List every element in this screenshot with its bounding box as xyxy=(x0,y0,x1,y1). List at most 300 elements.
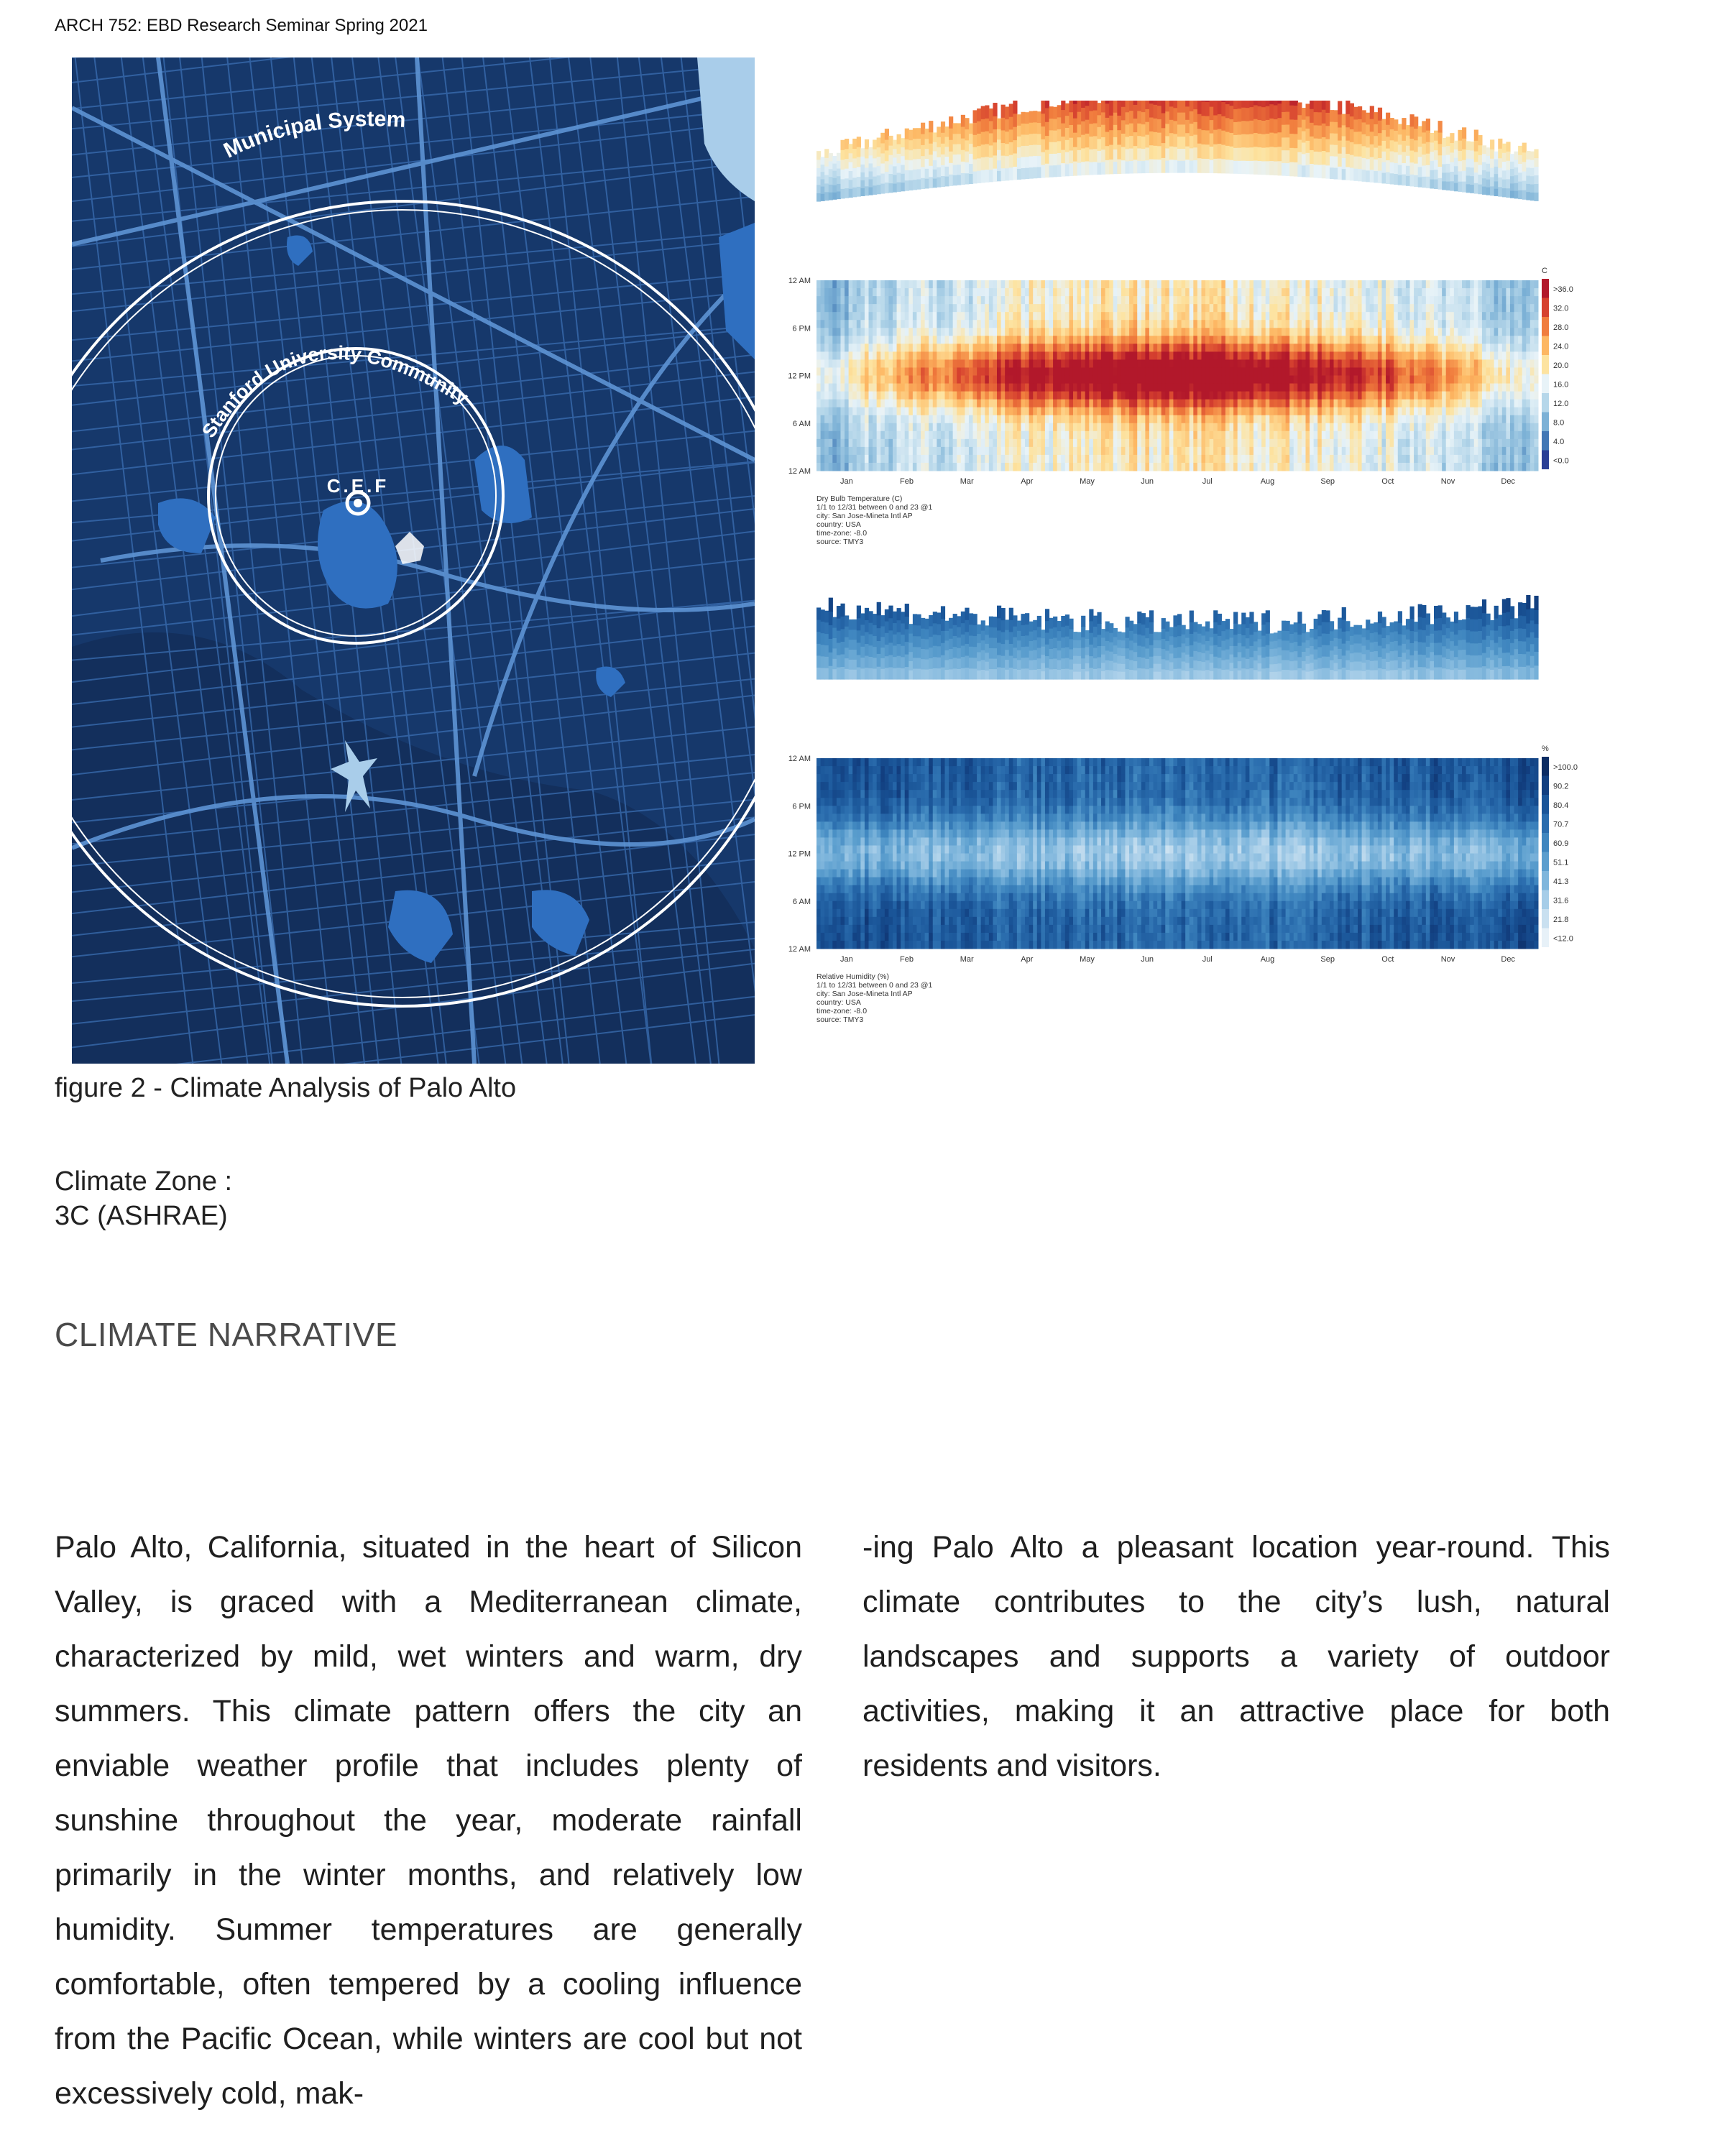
temp-heat-cell xyxy=(937,384,941,392)
temp-heat-cell xyxy=(1233,439,1238,448)
temp-heat-cell xyxy=(1061,447,1065,456)
temp-heat-cell xyxy=(985,328,989,336)
temp-heat-cell xyxy=(873,296,877,305)
temp-heat-cell xyxy=(1241,312,1246,321)
temp-heat-cell xyxy=(1258,447,1262,456)
temp-ridge-cell xyxy=(1077,124,1082,137)
temp-heat-cell xyxy=(1201,304,1205,313)
temp-heat-cell xyxy=(1089,455,1093,464)
temp-heat-cell xyxy=(921,312,925,321)
temp-heat-cell xyxy=(1021,376,1025,384)
temp-ridge-cell xyxy=(1162,128,1166,143)
temp-heat-cell xyxy=(1274,431,1278,440)
temp-heat-cell xyxy=(1205,328,1210,336)
temp-heat-cell xyxy=(1297,359,1302,368)
temp-heat-cell xyxy=(845,400,849,408)
temp-ridge-cell xyxy=(1205,101,1210,116)
temp-heat-cell xyxy=(1362,407,1366,416)
temp-heat-cell xyxy=(944,455,949,464)
temp-heat-cell xyxy=(829,447,833,456)
temp-ridge-cell xyxy=(857,167,861,177)
temp-heat-cell xyxy=(1041,296,1045,305)
temp-heat-cell xyxy=(1277,320,1282,328)
temp-heat-cell xyxy=(1418,400,1422,408)
temp-heat-cell xyxy=(997,447,1001,456)
temp-heat-cell xyxy=(1073,320,1077,328)
temp-heat-cell xyxy=(985,336,989,344)
temp-heat-cell xyxy=(1145,359,1149,368)
temp-ridge-cell xyxy=(1502,161,1506,170)
temp-heat-cell xyxy=(1366,384,1370,392)
temp-heat-cell xyxy=(1338,351,1342,360)
temp-heat-cell xyxy=(1154,384,1158,392)
temp-heat-cell xyxy=(985,407,989,416)
temp-ridge-cell xyxy=(937,137,941,147)
temp-ridge-cell xyxy=(1017,157,1021,169)
temp-heat-cell xyxy=(1081,400,1085,408)
temp-ridge-cell xyxy=(1238,101,1242,109)
temp-ridge-cell xyxy=(860,180,865,188)
temp-heat-cell xyxy=(1105,376,1110,384)
temp-heat-cell xyxy=(1362,280,1366,289)
temp-heat-cell xyxy=(1141,376,1146,384)
temp-heat-cell xyxy=(865,392,869,400)
temp-heat-cell xyxy=(1041,400,1045,408)
temp-heat-cell xyxy=(1061,367,1065,376)
temp-heat-cell xyxy=(944,400,949,408)
temp-heat-cell xyxy=(949,312,953,321)
temp-heat-cell xyxy=(860,384,865,392)
temp-heat-cell xyxy=(1422,296,1426,305)
temp-heat-cell xyxy=(1093,280,1098,289)
temp-heat-cell xyxy=(821,392,825,400)
temp-ridge-cell xyxy=(1241,101,1246,108)
temp-heat-cell xyxy=(1169,376,1174,384)
temp-heat-cell xyxy=(1185,359,1190,368)
temp-heat-cell xyxy=(901,288,905,297)
temp-ridge-cell xyxy=(1297,164,1302,177)
temp-heat-cell xyxy=(997,400,1001,408)
temp-heat-cell xyxy=(901,304,905,313)
temp-heat-cell xyxy=(1386,344,1390,352)
temp-ridge-cell xyxy=(1093,123,1098,137)
temp-heat-cell xyxy=(893,280,897,289)
temp-heat-cell xyxy=(1325,336,1330,344)
temp-heat-cell xyxy=(1418,359,1422,368)
temp-ridge-cell xyxy=(1029,134,1034,145)
temp-heat-cell xyxy=(1297,280,1302,289)
temp-heat-cell xyxy=(1009,296,1013,305)
temp-ridge-cell xyxy=(1406,135,1410,146)
temp-ridge-cell xyxy=(845,139,849,149)
temp-heat-cell xyxy=(1241,336,1246,344)
temp-heat-cell xyxy=(1338,304,1342,313)
temp-heat-cell xyxy=(1330,351,1334,360)
temp-ridge-cell xyxy=(1069,112,1073,125)
temp-heat-cell xyxy=(937,376,941,384)
temp-ridge-cell xyxy=(1310,109,1314,123)
temp-heat-cell xyxy=(1085,304,1090,313)
temp-heat-cell xyxy=(1097,376,1101,384)
temp-heat-cell xyxy=(1310,407,1314,416)
temp-heat-cell xyxy=(1021,280,1025,289)
temp-heat-cell xyxy=(1037,328,1041,336)
temp-heat-cell xyxy=(1241,376,1246,384)
temp-heat-cell xyxy=(1149,463,1154,471)
temp-heat-cell xyxy=(1190,463,1194,471)
temp-heat-cell xyxy=(1454,359,1458,368)
temp-heat-cell xyxy=(937,288,941,297)
temp-heat-cell xyxy=(989,439,993,448)
temp-heat-cell xyxy=(1294,415,1298,424)
temp-heat-cell xyxy=(1398,328,1402,336)
temp-heat-cell xyxy=(888,296,893,305)
temp-heat-cell xyxy=(1254,304,1258,313)
temp-heat-cell xyxy=(885,463,889,471)
temp-heat-cell xyxy=(860,407,865,416)
temp-heat-cell xyxy=(1037,455,1041,464)
temp-heat-cell xyxy=(1093,376,1098,384)
temp-ridge-cell xyxy=(1005,144,1009,157)
temp-heat-cell xyxy=(1261,288,1266,297)
temp-heat-cell xyxy=(989,376,993,384)
temp-heat-cell xyxy=(1314,320,1318,328)
temp-ridge-cell xyxy=(1238,160,1242,174)
temp-heat-cell xyxy=(845,359,849,368)
temp-heat-cell xyxy=(1101,359,1105,368)
temp-heat-cell xyxy=(1378,312,1382,321)
temp-heat-cell xyxy=(1193,407,1197,416)
temp-heat-cell xyxy=(1109,400,1113,408)
temp-heat-cell xyxy=(1165,415,1169,424)
temp-heat-cell xyxy=(1269,455,1274,464)
temp-heat-cell xyxy=(877,376,881,384)
temp-heat-cell xyxy=(1113,447,1118,456)
temp-heat-cell xyxy=(1033,336,1037,344)
temp-heat-cell xyxy=(905,280,909,289)
temp-heat-cell xyxy=(944,376,949,384)
temp-heat-cell xyxy=(1342,463,1346,471)
temp-ridge-cell xyxy=(1534,175,1538,184)
temp-heat-cell xyxy=(1246,312,1250,321)
temp-ridge-cell xyxy=(845,178,849,188)
temp-heat-cell xyxy=(1133,351,1138,360)
temp-heat-cell xyxy=(1378,304,1382,313)
temp-heat-cell xyxy=(1145,304,1149,313)
temp-heat-cell xyxy=(1434,439,1438,448)
temp-ridge-cell xyxy=(901,138,905,147)
temp-heat-cell xyxy=(1065,463,1070,471)
temp-ridge-cell xyxy=(1173,121,1177,134)
temp-heat-cell xyxy=(1446,376,1450,384)
temp-ridge-cell xyxy=(1258,133,1262,147)
temp-heat-cell xyxy=(1029,415,1034,424)
temp-heat-cell xyxy=(977,351,981,360)
temp-heat-cell xyxy=(1434,296,1438,305)
temp-heat-cell xyxy=(933,431,937,440)
temp-heat-cell xyxy=(1330,431,1334,440)
temp-heat-cell xyxy=(1210,455,1214,464)
temp-heat-cell xyxy=(869,384,873,392)
temp-heat-cell xyxy=(885,439,889,448)
temp-ridge-cell xyxy=(869,155,873,164)
temp-heat-cell xyxy=(1141,463,1146,471)
temp-heat-cell xyxy=(1274,455,1278,464)
temp-heat-cell xyxy=(929,328,933,336)
temp-ridge-cell xyxy=(824,149,829,157)
temp-ridge-cell xyxy=(873,167,877,176)
temp-heat-cell xyxy=(1314,359,1318,368)
temp-heat-cell xyxy=(1129,447,1133,456)
temp-ridge-cell xyxy=(1325,152,1330,165)
temp-heat-cell xyxy=(929,439,933,448)
temp-heat-cell xyxy=(1325,463,1330,471)
temp-heat-cell xyxy=(829,423,833,432)
temp-heat-cell xyxy=(1033,415,1037,424)
temp-heat-cell xyxy=(1001,400,1006,408)
temp-ridge-cell xyxy=(1342,169,1346,180)
temp-heat-cell xyxy=(1241,320,1246,328)
temp-heat-cell xyxy=(1358,392,1362,400)
temp-heat-cell xyxy=(1021,336,1025,344)
temp-heat-cell xyxy=(1330,392,1334,400)
temp-heat-cell xyxy=(1185,312,1190,321)
temp-heat-cell xyxy=(1353,312,1358,321)
temp-heat-cell xyxy=(1197,280,1202,289)
temp-heat-cell xyxy=(1225,423,1230,432)
temp-heat-cell xyxy=(1266,328,1270,336)
temp-heat-cell xyxy=(1049,367,1054,376)
temp-heat-cell xyxy=(1177,431,1182,440)
temp-heat-cell xyxy=(1362,384,1366,392)
temp-ridge-cell xyxy=(1438,144,1443,155)
temp-heat-cell xyxy=(1282,280,1286,289)
temp-heat-cell xyxy=(860,415,865,424)
temp-heat-cell xyxy=(1358,439,1362,448)
temp-heat-cell xyxy=(1261,415,1266,424)
temp-heat-cell xyxy=(1157,344,1162,352)
temp-heat-cell xyxy=(897,367,901,376)
temp-heat-cell xyxy=(1458,336,1462,344)
temp-ridge-cell xyxy=(1305,165,1310,178)
temp-heat-cell xyxy=(1274,351,1278,360)
temp-heat-cell xyxy=(1141,351,1146,360)
temp-heat-cell xyxy=(829,344,833,352)
temp-heat-cell xyxy=(993,359,997,368)
temp-heat-cell xyxy=(1205,439,1210,448)
temp-heat-cell xyxy=(957,344,961,352)
temp-heat-cell xyxy=(1334,455,1338,464)
temp-heat-cell xyxy=(1238,447,1242,456)
temp-heat-cell xyxy=(949,296,953,305)
temp-ridge-cell xyxy=(1494,166,1499,174)
temp-heat-cell xyxy=(1165,304,1169,313)
temp-heat-cell xyxy=(1053,392,1057,400)
temp-heat-cell xyxy=(1438,384,1443,392)
temp-heat-cell xyxy=(901,407,905,416)
temp-heat-cell xyxy=(1033,351,1037,360)
temp-heat-cell xyxy=(1410,455,1414,464)
temp-heat-cell xyxy=(905,423,909,432)
temp-heat-cell xyxy=(1129,400,1133,408)
temp-heat-cell xyxy=(921,407,925,416)
temp-heat-cell xyxy=(832,431,837,440)
temp-heat-cell xyxy=(1125,384,1129,392)
temp-heat-cell xyxy=(913,320,917,328)
temp-heat-cell xyxy=(1294,304,1298,313)
temp-heat-cell xyxy=(837,415,841,424)
temp-heat-cell xyxy=(821,288,825,297)
temp-heat-cell xyxy=(961,463,965,471)
temp-heat-cell xyxy=(944,359,949,368)
temp-heat-cell xyxy=(1305,447,1310,456)
temp-heat-cell xyxy=(1125,312,1129,321)
temp-heat-cell xyxy=(1434,344,1438,352)
temp-heat-cell xyxy=(1025,384,1029,392)
temp-ridge-cell xyxy=(944,156,949,166)
temp-heat-cell xyxy=(1277,431,1282,440)
temp-heat-cell xyxy=(941,407,945,416)
temp-heat-cell xyxy=(1269,312,1274,321)
temp-heat-cell xyxy=(1125,288,1129,297)
temp-heat-cell xyxy=(1081,439,1085,448)
temp-heat-cell xyxy=(1117,344,1121,352)
temp-heat-cell xyxy=(1057,439,1062,448)
temp-heat-cell xyxy=(1129,455,1133,464)
temp-ridge-cell xyxy=(1294,134,1298,148)
temp-heat-cell xyxy=(1374,328,1378,336)
temp-heat-cell xyxy=(837,400,841,408)
temp-ridge-cell xyxy=(1105,132,1110,146)
temp-heat-cell xyxy=(1185,447,1190,456)
temp-ridge-cell xyxy=(1438,166,1443,178)
temp-heat-cell xyxy=(821,280,825,289)
temp-heat-cell xyxy=(925,376,929,384)
temp-heat-cell xyxy=(1442,351,1446,360)
temp-heat-cell xyxy=(1117,431,1121,440)
temp-heat-cell xyxy=(1149,296,1154,305)
temp-ridge-cell xyxy=(1277,132,1282,147)
temp-ridge-cell xyxy=(1386,124,1390,137)
temp-heat-cell xyxy=(937,359,941,368)
temp-heat-cell xyxy=(1065,328,1070,336)
temp-heat-cell xyxy=(1221,312,1225,321)
temp-ridge-cell xyxy=(1370,170,1374,183)
temp-heat-cell xyxy=(1218,463,1222,471)
temp-heat-cell xyxy=(1230,431,1234,440)
temp-ridge-cell xyxy=(1450,171,1454,181)
temp-heat-cell xyxy=(837,423,841,432)
temp-heat-cell xyxy=(1426,384,1430,392)
temp-heat-cell xyxy=(1297,320,1302,328)
temp-heat-cell xyxy=(860,280,865,289)
temp-heat-cell xyxy=(821,439,825,448)
temp-heat-cell xyxy=(1325,384,1330,392)
temp-heat-cell xyxy=(908,447,913,456)
temp-heat-cell xyxy=(949,288,953,297)
temp-heat-cell xyxy=(1249,336,1254,344)
temp-heat-cell xyxy=(1053,280,1057,289)
temp-ridge-cell xyxy=(857,137,861,147)
temp-heat-cell xyxy=(832,312,837,321)
temp-heat-cell xyxy=(1113,288,1118,297)
temp-heat-cell xyxy=(1454,288,1458,297)
temp-heat-cell xyxy=(933,423,937,432)
temp-heat-cell xyxy=(965,359,969,368)
temp-heat-cell xyxy=(1302,288,1306,297)
temp-ridge-cell xyxy=(977,133,981,146)
temp-heat-cell xyxy=(989,359,993,368)
temp-heat-cell xyxy=(897,423,901,432)
temp-heat-cell xyxy=(1390,296,1394,305)
temp-heat-cell xyxy=(1386,351,1390,360)
temp-heat-cell xyxy=(1398,400,1402,408)
temp-heat-cell xyxy=(1173,336,1177,344)
temp-ridge-cell xyxy=(1325,165,1330,179)
temp-heat-cell xyxy=(1386,280,1390,289)
temp-heat-cell xyxy=(1249,439,1254,448)
temp-heat-cell xyxy=(1374,376,1378,384)
temp-ridge-cell xyxy=(1137,136,1141,149)
temp-heat-cell xyxy=(957,392,961,400)
temp-ridge-cell xyxy=(1025,145,1029,157)
temp-heat-cell xyxy=(1105,296,1110,305)
temp-heat-cell xyxy=(1282,400,1286,408)
temp-heat-cell xyxy=(1450,407,1454,416)
temp-heat-cell xyxy=(1101,304,1105,313)
temp-ridge-cell xyxy=(1454,183,1458,191)
temp-heat-cell xyxy=(1458,288,1462,297)
temp-heat-cell xyxy=(981,439,985,448)
temp-ridge-cell xyxy=(1254,119,1258,133)
temp-heat-cell xyxy=(1238,336,1242,344)
temp-heat-cell xyxy=(852,304,857,313)
temp-heat-cell xyxy=(1169,288,1174,297)
temp-heat-cell xyxy=(1386,312,1390,321)
temp-heat-cell xyxy=(989,296,993,305)
temp-heat-cell xyxy=(1381,320,1386,328)
temp-heat-cell xyxy=(824,455,829,464)
temp-heat-cell xyxy=(1241,463,1246,471)
temp-heat-cell xyxy=(1410,336,1414,344)
municipal-system-label: Municipal System xyxy=(220,107,407,163)
temp-heat-cell xyxy=(1025,336,1029,344)
temp-heat-cell xyxy=(929,304,933,313)
temp-ridge-cell xyxy=(1121,106,1126,120)
temp-heat-cell xyxy=(1077,351,1082,360)
temp-ridge-cell xyxy=(1021,134,1025,146)
temp-heat-cell xyxy=(1422,359,1426,368)
temp-heat-cell xyxy=(829,359,833,368)
temp-heat-cell xyxy=(1097,400,1101,408)
temp-heat-cell xyxy=(1045,304,1049,313)
temp-heat-cell xyxy=(1133,455,1138,464)
temp-heat-cell xyxy=(821,328,825,336)
temp-ridge-cell xyxy=(1165,136,1169,149)
temp-heat-cell xyxy=(1190,376,1194,384)
temp-heat-cell xyxy=(1302,367,1306,376)
temp-heat-cell xyxy=(925,455,929,464)
temp-ridge-cell xyxy=(1314,165,1318,178)
temp-heat-cell xyxy=(1218,376,1222,384)
temp-heat-cell xyxy=(1089,367,1093,376)
temp-heat-cell xyxy=(1218,288,1222,297)
temp-ridge-cell xyxy=(1001,155,1006,168)
temp-ridge-cell xyxy=(1277,103,1282,119)
temp-ridge-cell xyxy=(893,149,897,158)
temp-heat-cell xyxy=(1182,351,1186,360)
temp-heat-cell xyxy=(1005,415,1009,424)
